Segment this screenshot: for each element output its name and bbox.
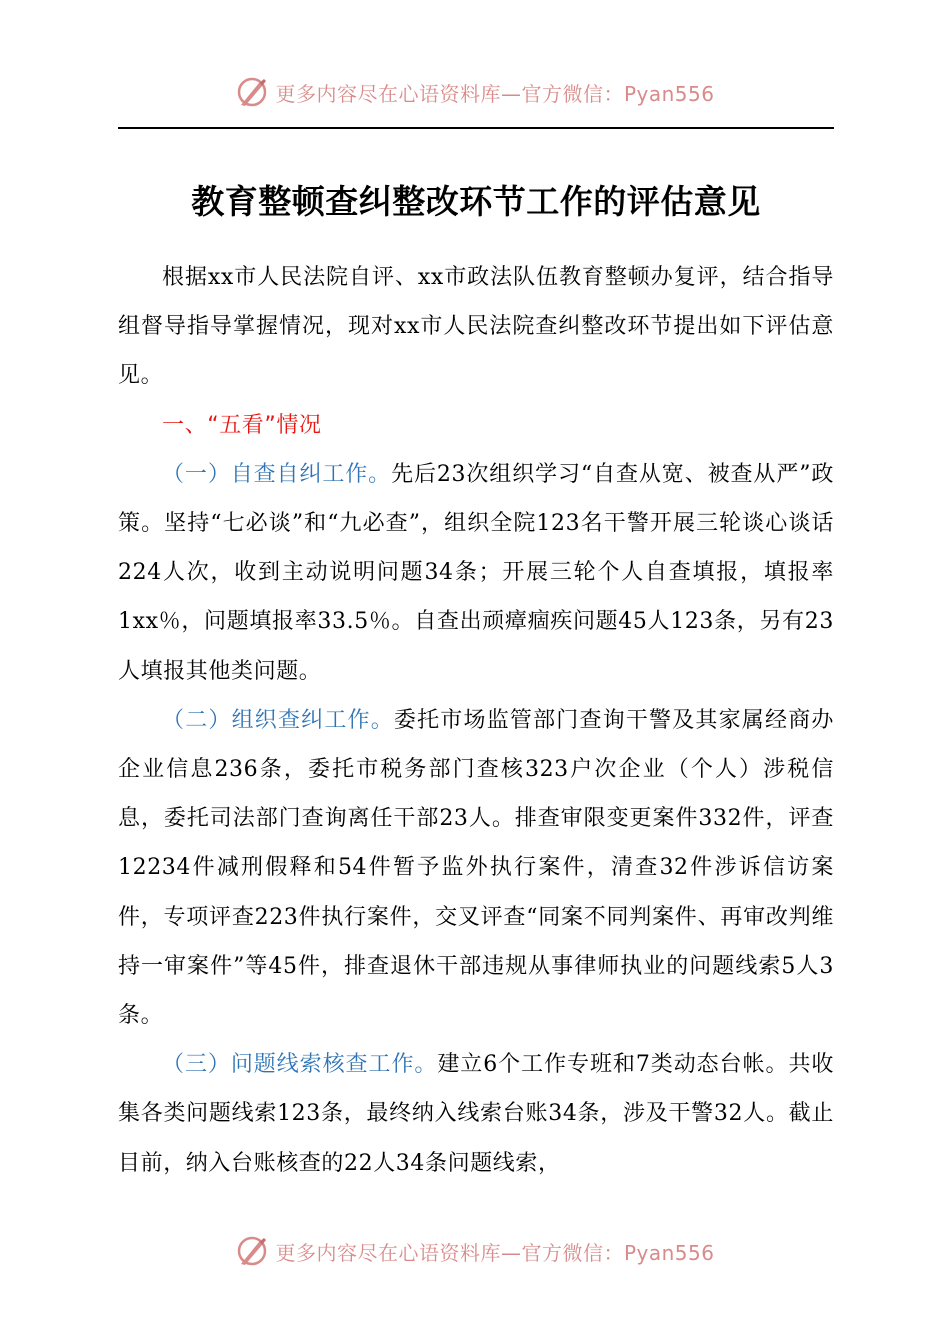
paragraph-lead: （一）自查自纠工作。 [162,461,392,487]
footer-banner [0,1231,950,1271]
pen-logo-icon [235,1234,269,1268]
intro-paragraph: 根据xx市人民法院自评、xx市政法队伍教育整顿办复评，结合指导组督导指导掌握情况，现对xx市人民法院查纠整改环节提出如下评估意见。 [118,265,834,389]
section-heading [118,401,834,450]
paragraph-org-check [118,696,834,1040]
header-divider [118,127,834,129]
section-heading-text: 一、“五看”情况 [162,412,322,438]
header-banner [0,72,950,112]
paragraph-body: 建立6个工作专班和7类动态台帐。共收集各类问题线索123条，最终纳入线索台账34条，涉及干警32人。截止目前，纳入台账核查的22人34条问题线索， [118,1052,835,1176]
footer-banner-text: 更多内容尽在心语资料库—官方微信：Pyan556 [275,1240,715,1265]
paragraph-lead: （二）组织查纠工作。 [162,707,394,733]
document-title: 教育整顿查纠整改环节工作的评估意见 [191,182,761,221]
paragraph-body: 先后23次组织学习“自查从宽、被查从严”政策。坚持“七必谈”和“九必查”，组织全院123名干警开展三轮谈心谈话224人次，收到主动说明问题34条；开展三轮个人自查填报，填报率1xx％，问题填报率33.5％。自查出顽瘴痼疾问题45人123条，另有23人填报其他类问题。 [118,461,834,684]
header-banner-text: 更多内容尽在心语资料库—官方微信：Pyan556 [275,81,715,106]
pen-logo-icon [235,75,269,109]
paragraph-self-check [118,450,834,696]
paragraph-lead: （三）问题线索核查工作。 [162,1052,438,1078]
document-body [118,253,834,1188]
paragraph-body: 委托市场监管部门查询干警及其家属经商办企业信息236条，委托市税务部门查核323户次企业（个人）涉税信息，委托司法部门查询离任干部23人。排查审限变更案件332件，评查12234件减刑假释和54件暂予监外执行案件，清查32件涉诉信访案件，专项评查223件执行案件，交叉评查“同案不同判案件、再审改判维持一审案件”等45件，排查退休干部违规从事律师执业的问题线索5人3条。 [118,707,834,1029]
paragraph-clue-check [118,1040,834,1188]
